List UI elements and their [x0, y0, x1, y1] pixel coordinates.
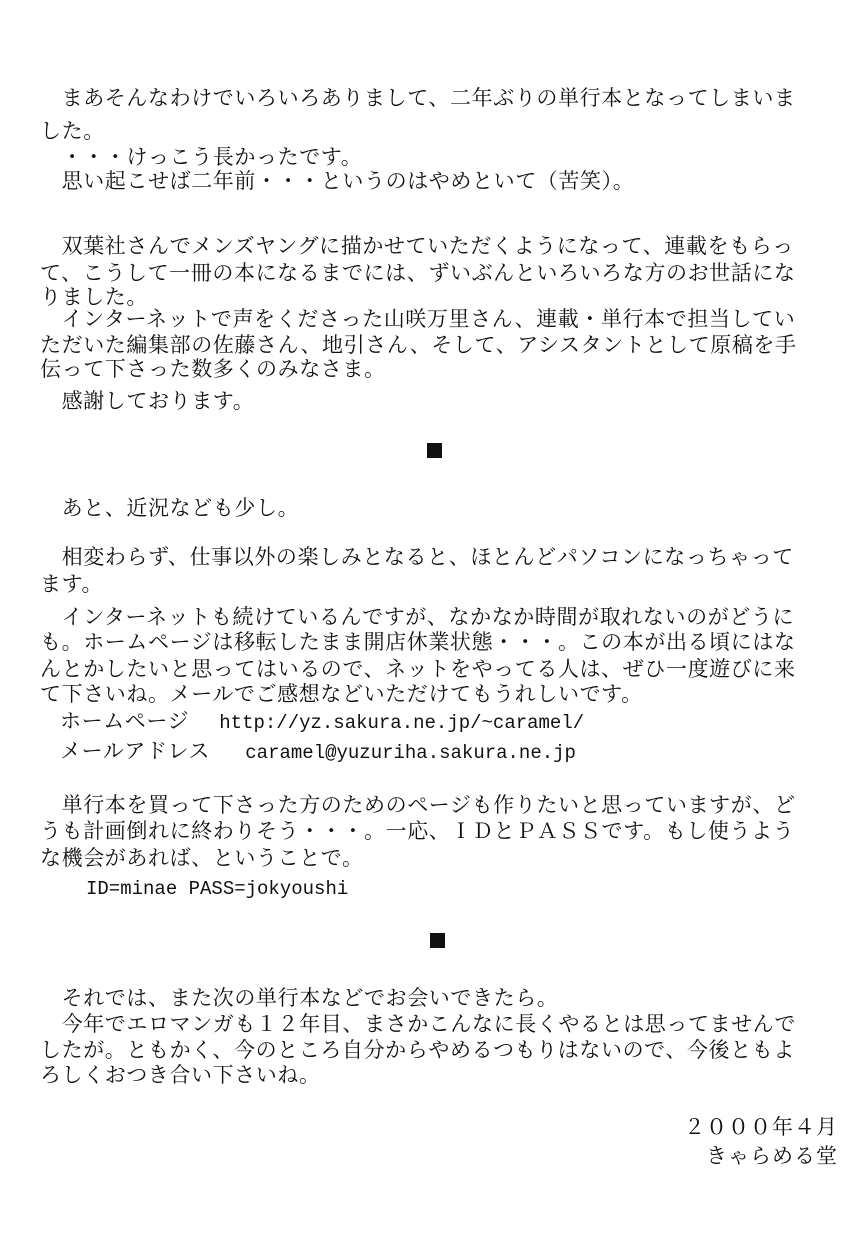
text-line: ます。	[40, 572, 104, 596]
text-line: 感謝しております。	[40, 389, 255, 413]
section-separator-square	[427, 443, 442, 458]
text-line: したが。ともかく、今のところ自分からやめるつもりはないので、今後ともよ	[40, 1038, 795, 1062]
homepage-label: ホームページ	[60, 709, 190, 733]
text-line: も。ホームページは移転したまま開店休業状態・・・。この本が出る頃にはな	[40, 630, 796, 654]
text-line: インターネットで声をくださった山咲万里さん、連載・単行本で担当してい	[40, 307, 796, 331]
mail-address[interactable]: caramel@yuzuriha.sakura.ne.jp	[245, 742, 576, 764]
text-line: んとかしたいと思ってはいるので、ネットをやってる人は、ぜひ一度遊びに来	[40, 657, 796, 681]
section-separator-square	[430, 933, 445, 948]
text-line: ろしくおつき合い下さいね。	[40, 1063, 321, 1087]
text-line: 双葉社さんでメンズヤングに描かせていただくようになって、連載をもらっ	[40, 234, 794, 258]
mail-label: メールアドレス	[60, 739, 211, 763]
text-line: うも計画倒れに終わりそう・・・。一応、ＩＤとＰＡＳＳです。もし使うよう	[40, 819, 795, 843]
mail-row	[60, 737, 850, 765]
text-line: 相変わらず、仕事以外の楽しみとなると、ほとんどパソコンになっちゃって	[40, 545, 794, 569]
text-line: ・・・けっこう長かったです。	[40, 145, 363, 169]
homepage-row	[60, 707, 850, 735]
credentials-line: ID=minae PASS=jokyoushi	[86, 878, 349, 900]
text-line: インターネットも続けているんですが、なかなか時間が取れないのがどうに	[40, 605, 795, 629]
text-line: それでは、また次の単行本などでお会いできたら。	[40, 986, 559, 1010]
text-line: まあそんなわけでいろいろありまして、二年ぶりの単行本となってしまいま	[40, 86, 796, 110]
text-line: あと、近況なども少し。	[40, 496, 300, 520]
text-line: て、こうして一冊の本になるまでには、ずいぶんといろいろな方のお世話にな	[40, 261, 796, 285]
author-name: きゃらめる堂	[706, 1144, 838, 1168]
text-line: りました。	[40, 285, 148, 309]
text-line: した。	[40, 119, 105, 143]
date: ２０００年４月	[684, 1115, 838, 1139]
text-line: ただいた編集部の佐藤さん、地引さん、そして、アシスタントとして原稿を手	[40, 333, 797, 357]
text-line: な機会があれば、ということで。	[40, 846, 364, 870]
text-line: 伝って下さった数多くのみなさま。	[40, 357, 386, 381]
text-line: て下さいね。メールでご感想などいただけてもうれしいです。	[40, 682, 643, 706]
homepage-url[interactable]: http://yz.sakura.ne.jp/~caramel/	[219, 712, 585, 734]
text-line: 今年でエロマンガも１２年目、まさかこんなに長くやるとは思ってませんで	[40, 1012, 796, 1036]
text-line: 思い起こせば二年前・・・というのはやめといて（苦笑）。	[40, 169, 635, 193]
text-line: 単行本を買って下さった方のためのページも作りたいと思っていますが、ど	[40, 793, 796, 817]
